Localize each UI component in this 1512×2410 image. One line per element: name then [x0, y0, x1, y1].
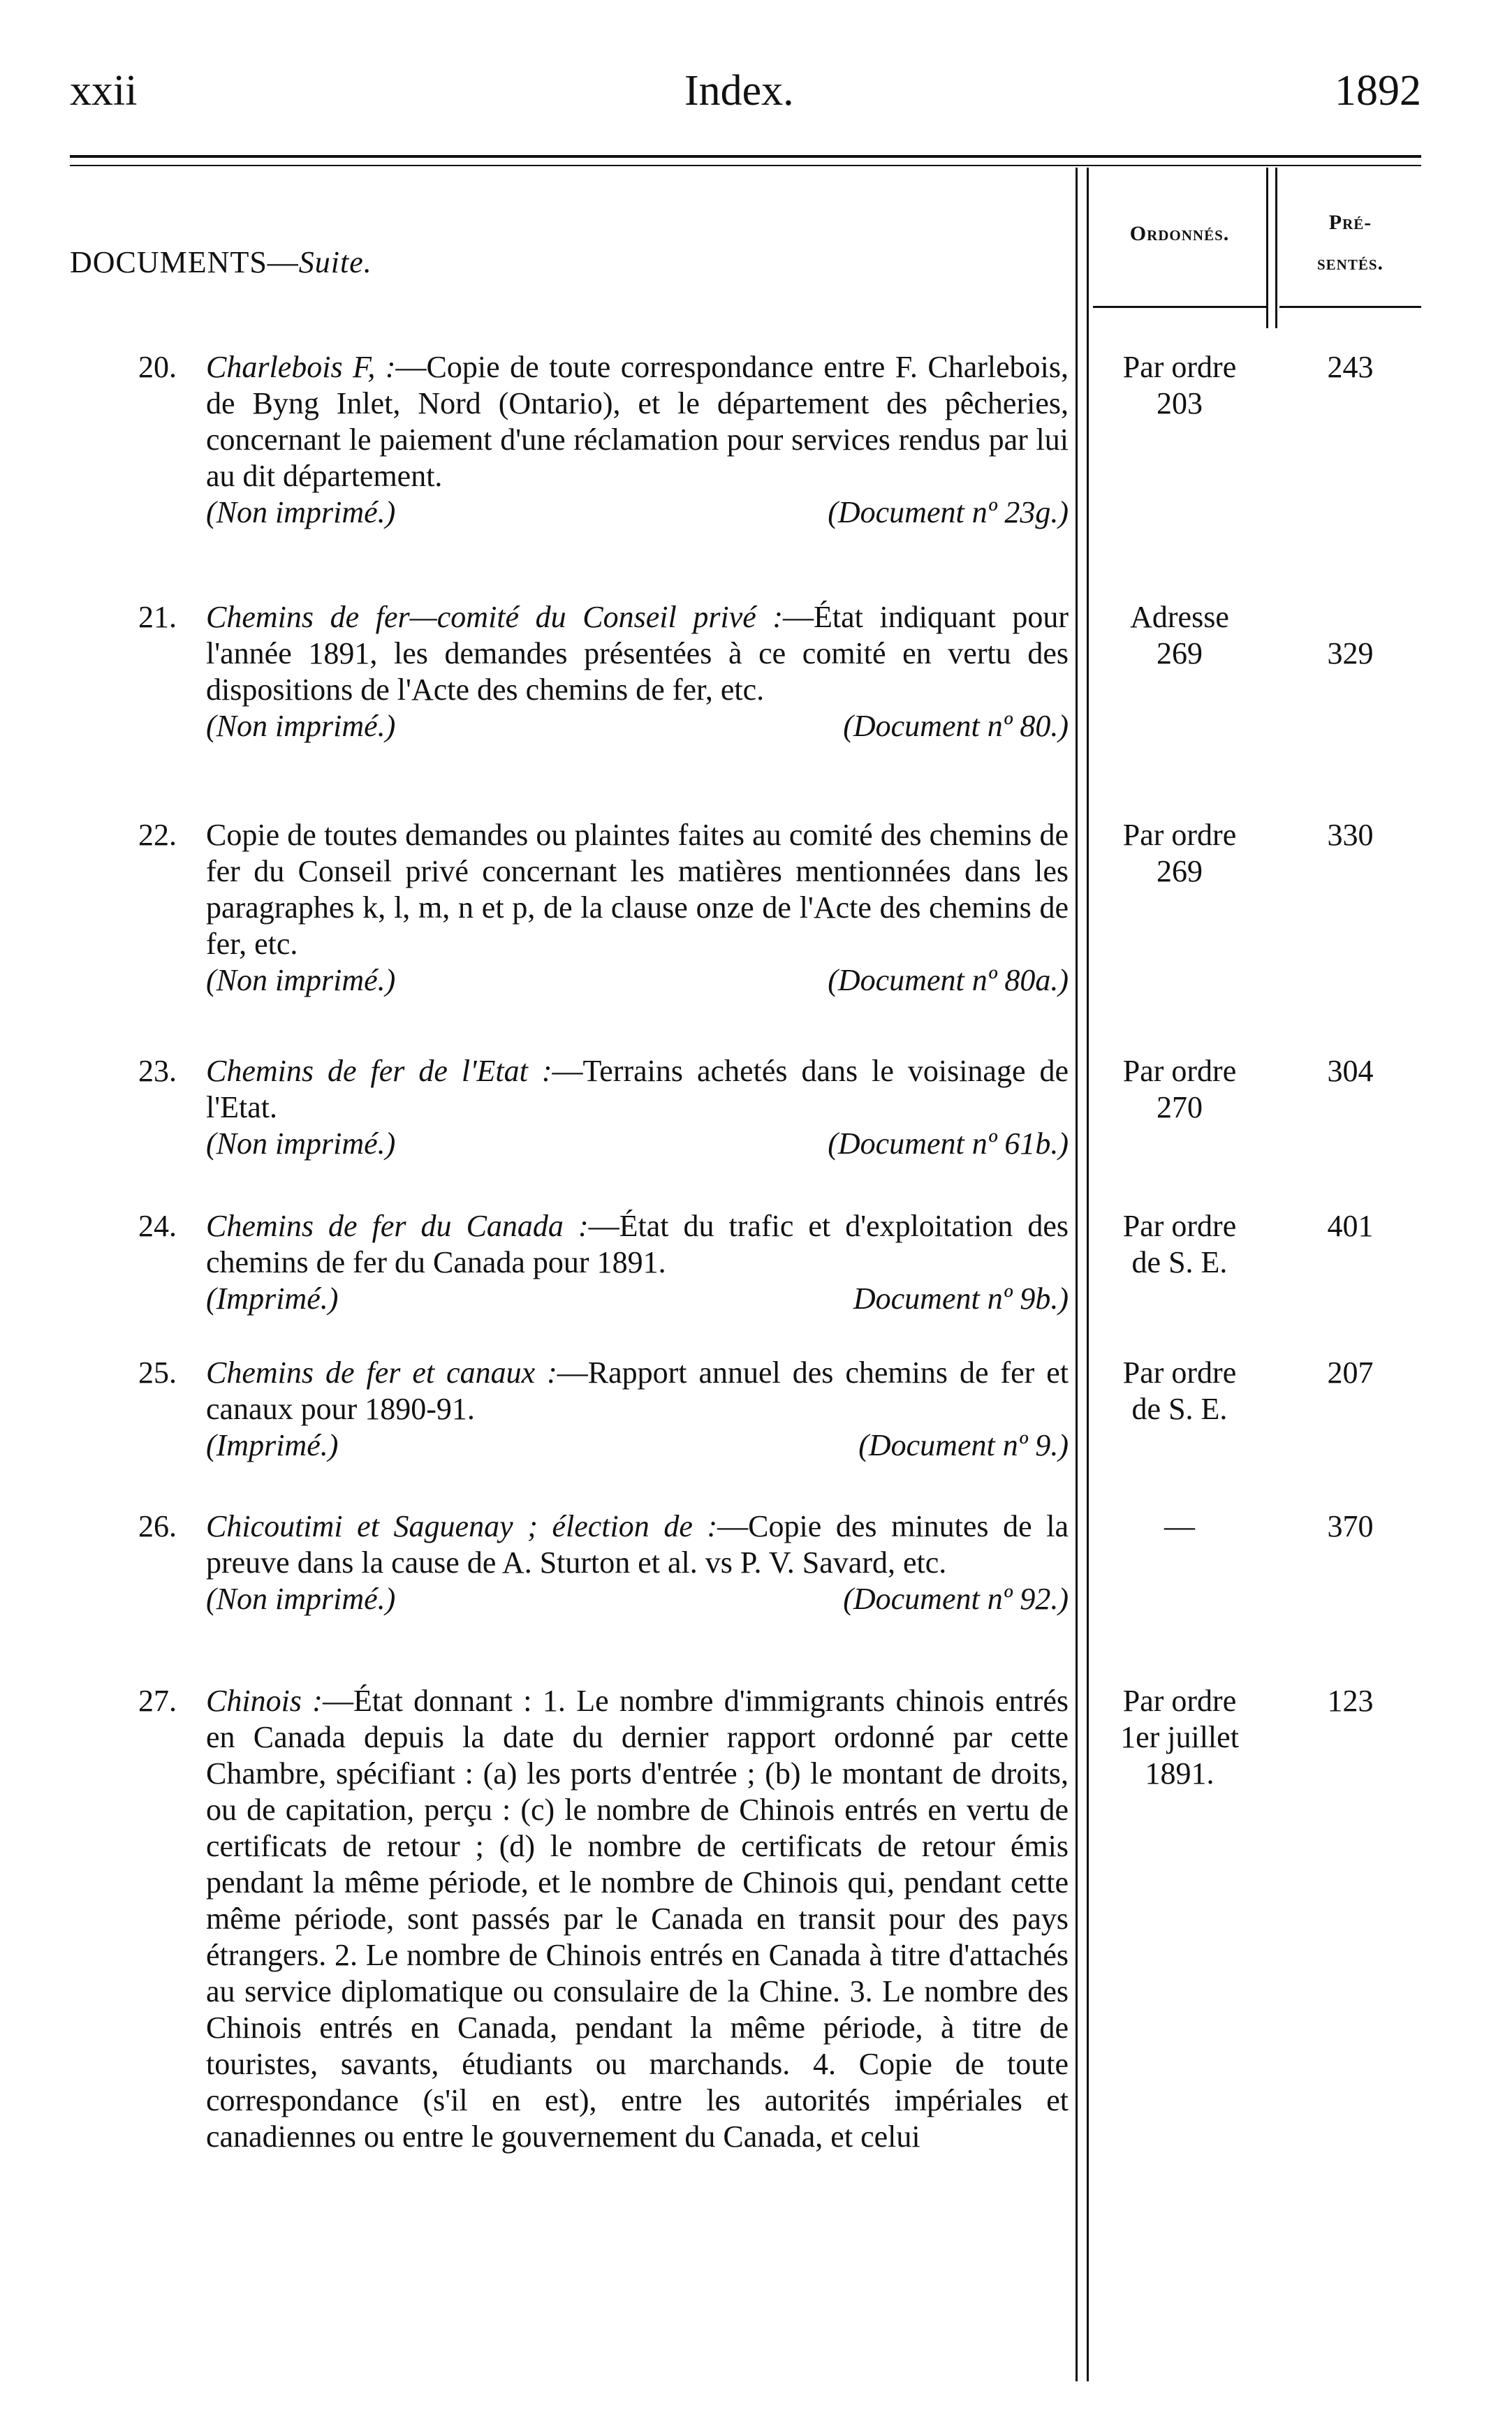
entry-ordonnes: Par ordre 203	[1122, 350, 1237, 420]
entry-print-status: (Non imprimé.)	[206, 1126, 396, 1161]
entry-ordonnes: Adresse 269	[1130, 600, 1229, 670]
entry-text: Copie de toutes demandes ou plaintes faites au comité des chemins de fer du Conseil privé concernant les matières mentionnées dans les paragraphes k, l, m, n et p, de la clause onze de l'Acte des chemins de fer, etc.	[206, 818, 1069, 961]
entry-subject: Chemins de fer et canaux :	[206, 1355, 557, 1390]
entry-text: —Rapport annuel des chemins de fer et canaux pour 1890-91.	[206, 1355, 1069, 1426]
column-header-rule	[1093, 306, 1266, 308]
page-title: Index.	[684, 67, 794, 115]
entry-presentes: 370	[1327, 1509, 1374, 1543]
entry-ordonnes: Par ordre de S. E.	[1122, 1209, 1237, 1279]
entry-text: —État du trafic et d'exploitation des chemins de fer du Canada pour 1891.	[206, 1209, 1069, 1279]
entry-description	[206, 1683, 1069, 2155]
entry-description	[206, 599, 1069, 744]
entry-number: 20.	[138, 350, 177, 384]
entry-presentes: 304	[1327, 1054, 1374, 1088]
entry-document-ref: (Document nº 61b.)	[828, 1126, 1069, 1161]
entry-presentes: 330	[1327, 818, 1374, 852]
column-divider	[1275, 168, 1277, 328]
entry-description	[206, 1053, 1069, 1162]
entry-description	[206, 817, 1069, 999]
entry-document-ref: (Document nº 23g.)	[828, 495, 1069, 529]
entry-text: —État donnant : 1. Le nombre d'immigrants chinois entrés en Canada depuis la date du dernier rapport ordonné par cette Chambre, spécifiant : (a) les ports d'entrée ; (b) le montant de droits, ou de capitation, perçu : (c) le nombre de Chinois entrés en vertu de certificats de retour ; (d) le nombre de certificats de retour émis pendant la même période, et le nombre de Chinois qui, pendant cette même période, sont passés par le Canada en transit pour des pays étrangers. 2. Le nombre de Chinois entrés en Canada à titre d'attachés au service diplomatique ou consulaire de la Chine. 3. Le nombre des Chinois entrés en Canada, pendant la même période, à titre de touristes, savants, étudiants ou marchands. 4. Copie de toute correspondance (s'il en est), entre les autorités impériales et canadiennes ou entre le gouvernement du Canada, et celui	[206, 1684, 1069, 2154]
entry-document-ref: Document nº 9b.)	[853, 1281, 1069, 1316]
entry-subject: Chemins de fer—comité du Conseil privé :	[206, 600, 784, 634]
entry-document-ref: (Document nº 92.)	[843, 1582, 1069, 1616]
entry-description	[206, 349, 1069, 531]
column-divider	[1087, 168, 1089, 2381]
entry-text: —Copie de toute correspondance entre F. Charlebois, de Byng Inlet, Nord (Ontario), et le département des pêcheries, concernant le paiement d'une réclamation pour services rendus par lui au dit département.	[206, 350, 1069, 493]
entry-document-ref: (Document nº 80a.)	[828, 963, 1069, 997]
entry-ordonnes: Par ordre 270	[1122, 1054, 1237, 1124]
running-head	[70, 66, 1421, 122]
page-number: xxii	[70, 67, 138, 115]
year: 1892	[1335, 67, 1421, 115]
entry-description	[206, 1355, 1069, 1464]
entry-document-ref: (Document nº 9.)	[858, 1428, 1069, 1462]
entry-presentes: 207	[1327, 1355, 1374, 1390]
entry-description	[206, 1508, 1069, 1617]
entry-subject: Chinois :	[206, 1684, 323, 1718]
entry-text: —Terrains achetés dans le voisinage de l'Etat.	[206, 1054, 1069, 1124]
entry-presentes: 243	[1327, 350, 1374, 384]
column-header-rule	[1279, 306, 1421, 308]
column-divider	[1266, 168, 1268, 328]
column-header-ordonnes: Ordonnés.	[1129, 222, 1230, 245]
entry-print-status: (Non imprimé.)	[206, 709, 396, 743]
entry-number: 24.	[138, 1209, 177, 1243]
entry-ordonnes: —	[1164, 1509, 1195, 1543]
entry-number: 23.	[138, 1054, 177, 1088]
entry-description	[206, 1208, 1069, 1317]
entry-ordonnes: Par ordre de S. E.	[1122, 1355, 1237, 1426]
entry-ordonnes: Par ordre 1er juillet 1891.	[1120, 1684, 1239, 1791]
header-rule-thick	[70, 155, 1421, 158]
entry-print-status: (Imprimé.)	[206, 1281, 339, 1316]
entry-number: 22.	[138, 818, 177, 852]
entry-print-status: (Non imprimé.)	[206, 495, 396, 529]
entry-number: 27.	[138, 1684, 177, 1718]
entry-print-status: (Non imprimé.)	[206, 1582, 396, 1616]
entry-ordonnes: Par ordre 269	[1122, 818, 1237, 888]
column-divider	[1076, 168, 1078, 2381]
entry-presentes: 123	[1327, 1684, 1374, 1718]
entry-subject: Chemins de fer de l'Etat :	[206, 1054, 552, 1088]
entry-document-ref: (Document nº 80.)	[843, 709, 1069, 743]
section-title: DOCUMENTS—Suite.	[70, 245, 372, 279]
header-rule-thin	[70, 165, 1421, 166]
entry-presentes: 401	[1327, 1209, 1374, 1243]
entry-presentes: 329	[1327, 636, 1374, 670]
entry-number: 25.	[138, 1355, 177, 1390]
entry-number: 21.	[138, 600, 177, 634]
entry-print-status: (Non imprimé.)	[206, 963, 396, 997]
entry-subject: Chicoutimi et Saguenay ; élection de :	[206, 1509, 718, 1543]
entry-subject: Chemins de fer du Canada :	[206, 1209, 589, 1243]
entry-print-status: (Imprimé.)	[206, 1428, 339, 1462]
column-header-presentes: Pré- sentés.	[1316, 211, 1384, 274]
entry-number: 26.	[138, 1509, 177, 1543]
entry-text: —Copie des minutes de la preuve dans la cause de A. Sturton et al. vs P. V. Savard, etc.	[206, 1509, 1069, 1580]
entry-text: —État indiquant pour l'année 1891, les demandes présentées à ce comité en vertu des dispositions de l'Acte des chemins de fer, etc.	[206, 600, 1069, 707]
entry-subject: Charlebois F, :	[206, 350, 396, 384]
